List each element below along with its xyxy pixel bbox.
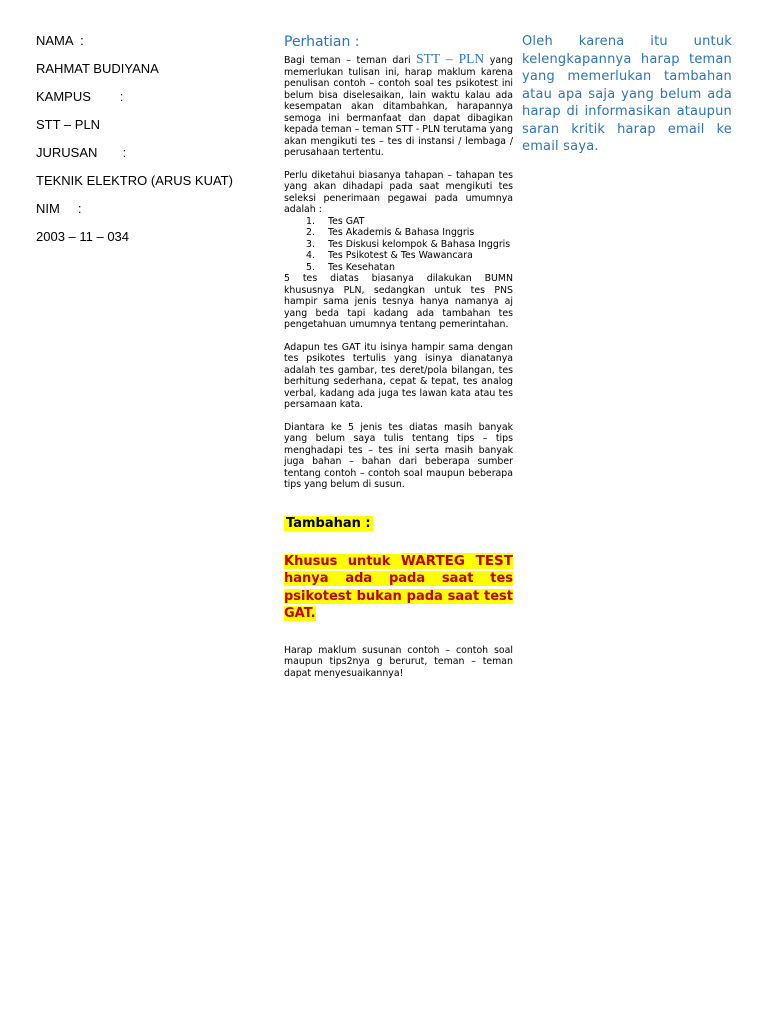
- addition-heading-text: Tambahan :: [286, 515, 371, 531]
- warteg-note-b: hanya ada pada saat tes psikotest bukan pada saat test GAT.: [284, 571, 513, 621]
- intro-campus-name: STT – PLN: [416, 51, 485, 66]
- notice-column: [284, 33, 513, 690]
- stages-paragraph: Perlu diketahui biasanya tahapan – tahapan tes yang akan dihadapi pada saat mengikuti tes seleksi penerimaan pegawai pada umumnya adalah :: [284, 169, 513, 215]
- list-item-number: 5.: [306, 261, 315, 273]
- major-value: TEKNIK ELEKTRO (ARUS KUAT): [36, 173, 233, 188]
- notice-heading: Perhatian :: [284, 34, 360, 50]
- list-item-text: Tes GAT: [328, 215, 365, 227]
- list-item-number: 4.: [306, 250, 315, 261]
- warteg-note-a: Khusus untuk: [284, 553, 401, 569]
- campus-value: STT – PLN: [36, 117, 101, 132]
- list-item-text: Tes Psikotest & Tes Wawancara: [328, 250, 473, 261]
- gat-paragraph: Adapun tes GAT itu isinya hampir sama dengan tes psikotes tertulis yang isinya dianatanya adalah tes gambar, tes deret/pola bilangan, tes berhitung sederhana, cepat & tepat, tes analog verbal, kadang ada juga tes lawan kata atau tes persamaan kata.: [284, 341, 513, 410]
- major-label: JURUSAN :: [36, 145, 127, 160]
- list-item: [284, 239, 513, 251]
- intro-text-b: yang memerlukan tulisan ini, harap maklum karena penulisan contoh – contoh soal tes psikotest ini belum bisa diselesaikan, lain waktu kalau ada kesempatan akan ditambahkan, harapannya semoga ini bermanfaat dan dapat dibagikan kepada teman – teman STT - PLN terutama yang akan mengikuti tes – tes di instansi / lembaga / perusahaan tertentu.: [284, 55, 513, 158]
- list-item: [284, 216, 513, 228]
- list-item-number: 2.: [306, 227, 315, 238]
- nim-value: 2003 – 11 – 034: [36, 229, 130, 244]
- addition-heading: [284, 515, 513, 533]
- warteg-note: [284, 553, 513, 623]
- intro-paragraph: [284, 53, 513, 159]
- warteg-test-name: WARTEG TEST: [400, 552, 513, 569]
- student-info: [36, 33, 266, 257]
- campus-label: KAMPUS :: [36, 89, 124, 104]
- closing-paragraph: Harap maklum susunan contoh – contoh soal maupun tips2nya g berurut, teman – teman dapat menyesuaikannya!: [284, 644, 513, 679]
- list-item: [284, 250, 513, 262]
- list-item-text: Tes Akademis & Bahasa Inggris: [328, 227, 475, 238]
- list-item-number: 1.: [306, 215, 315, 227]
- tips-paragraph: Diantara ke 5 jenis tes diatas masih banyak yang belum saya tulis tentang tips – tips menghadapi tes – tes ini serta masih banyak juga bahan – bahan dari beberapa sumber tentang contoh – contoh soal maupun beberapa tips yang belum di susun.: [284, 421, 513, 490]
- name-label: NAMA :: [36, 33, 84, 48]
- contact-note: Oleh karena itu untuk kelengkapannya harap teman yang memerlukan tambahan atau apa saja yang belum ada harap di informasikan ataupun saran kritik harap email ke email saya.: [522, 34, 732, 154]
- bumn-paragraph: 5 tes diatas biasanya dilakukan BUMN khususnya PLN, sedangkan untuk tes PNS hampir sama jenis tesnya hanya namanya aj yang beda tapi kadang ada tambahan tes pengetahuan umumnya tentang pemerintahan.: [284, 273, 513, 330]
- nim-label: NIM :: [36, 201, 82, 216]
- list-item: [284, 262, 513, 274]
- name-value: RAHMAT BUDIYANA: [36, 61, 159, 76]
- list-item-text: Tes Kesehatan: [328, 261, 395, 273]
- list-item-text: Tes Diskusi kelompok & Bahasa Inggris: [328, 238, 511, 250]
- list-item-number: 3.: [306, 238, 315, 250]
- intro-text-a: Bagi teman – teman dari: [284, 55, 417, 66]
- test-list: [284, 216, 513, 274]
- list-item: [284, 227, 513, 239]
